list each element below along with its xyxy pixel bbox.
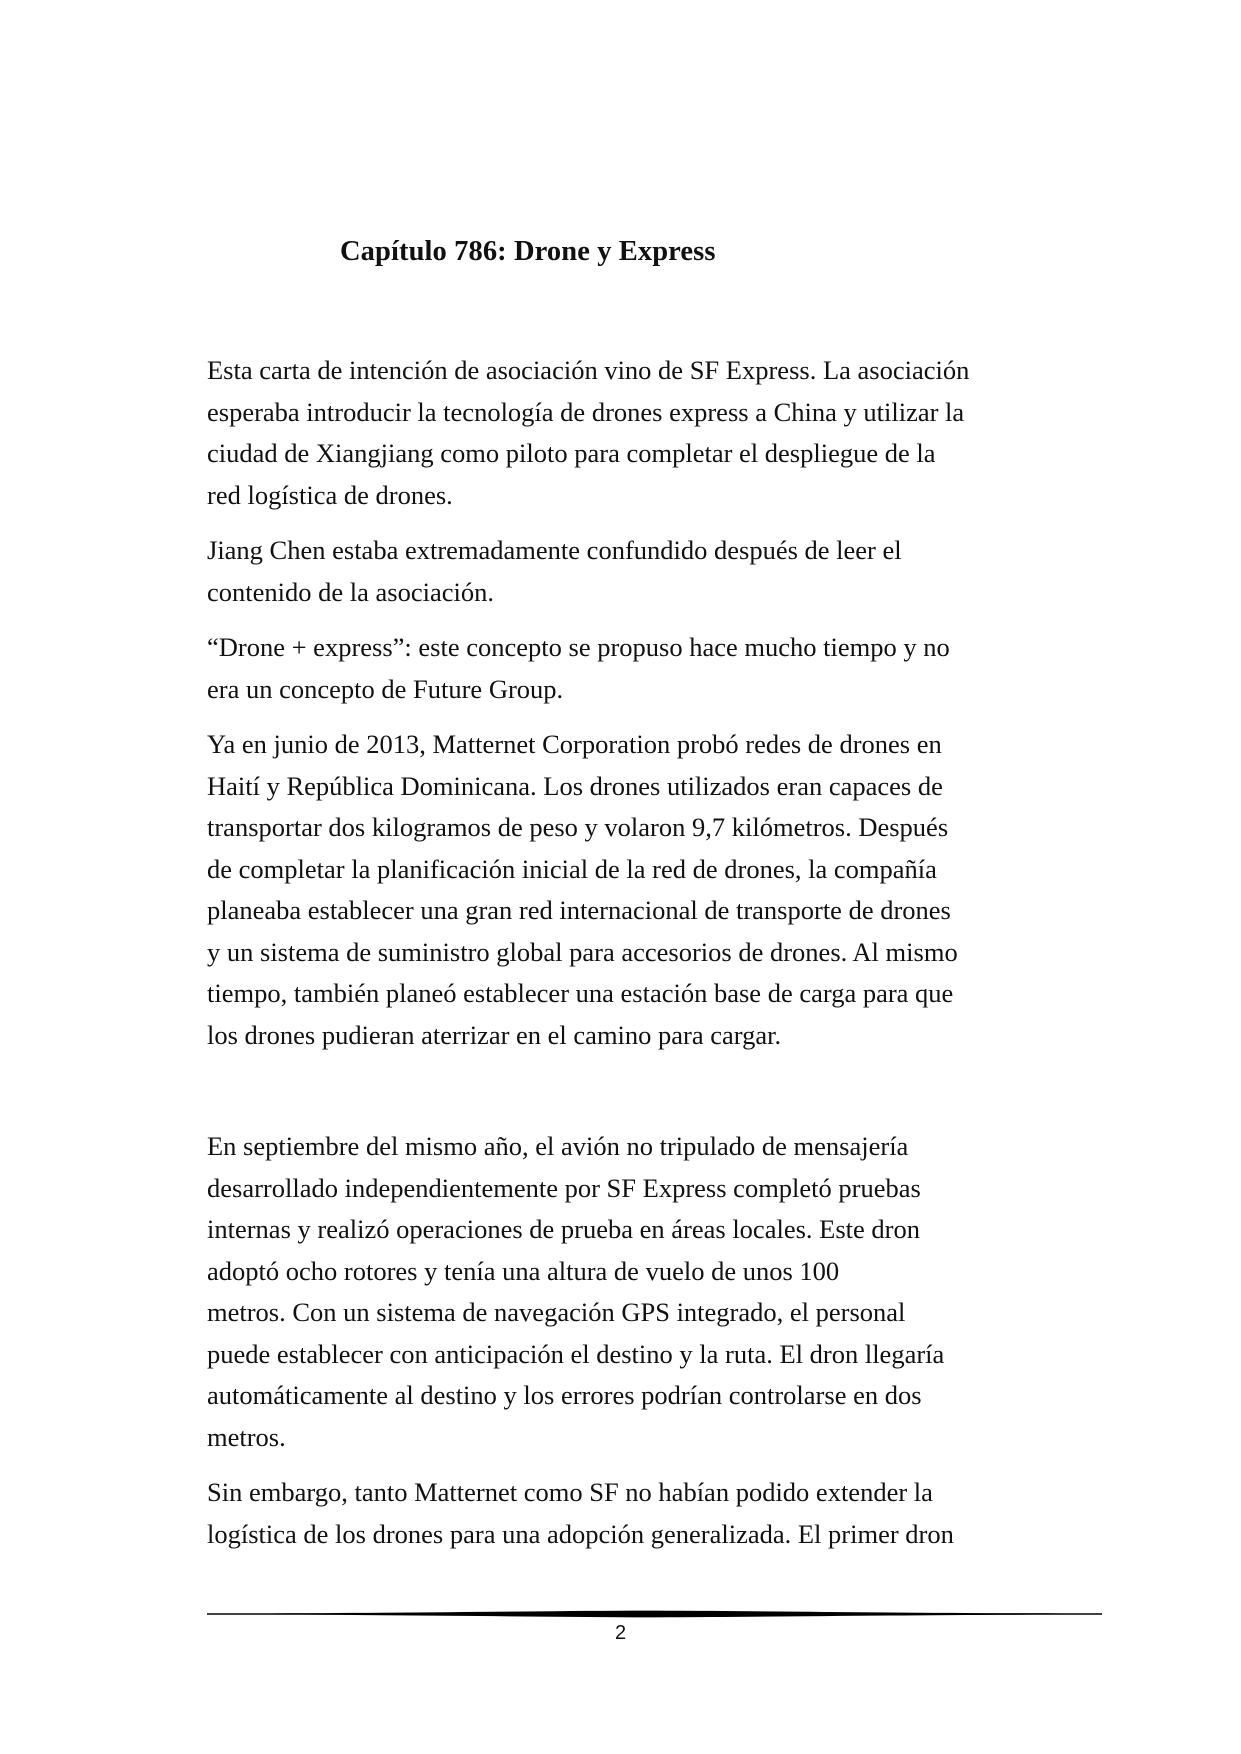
- paragraph-line: metros. Con un sistema de navegación GPS integrado, el personal: [207, 1297, 906, 1327]
- paragraph: [207, 350, 1087, 516]
- paragraph: [207, 1472, 1087, 1555]
- paragraph-line: desarrollado independientemente por SF Express completó pruebas: [207, 1172, 921, 1203]
- paragraph-line: Haití y República Dominicana. Los drones utilizados eran capaces de: [207, 770, 943, 801]
- paragraph-line: transportar dos kilogramos de peso y volaron 9,7 kilómetros. Después: [207, 812, 949, 842]
- paragraph-line: y un sistema de suministro global para accesorios de drones. Al mismo: [207, 936, 958, 967]
- paragraph-line: ciudad de Xiangjiang como piloto para completar el despliegue de la: [207, 438, 936, 468]
- paragraph-line: Ya en junio de 2013, Matternet Corporation probó redes de drones en: [207, 729, 942, 759]
- paragraph: [207, 1126, 1087, 1458]
- paragraph-line: Jiang Chen estaba extremadamente confundido después de leer el: [207, 535, 902, 565]
- paragraph-line: tiempo, también planeó establecer una estación base de carga para que: [207, 978, 954, 1008]
- paragraph-line: Sin embargo, tanto Matternet como SF no habían podido extender la: [207, 1477, 933, 1507]
- paragraph-line: contenido de la asociación.: [207, 576, 494, 607]
- paragraph-spacer: [207, 1070, 1087, 1126]
- paragraph-line: los drones pudieran aterrizar en el camino para cargar.: [207, 1019, 782, 1050]
- paragraph-line: logística de los drones para una adopción generalizada. El primer dron: [207, 1518, 954, 1549]
- paragraph: [207, 627, 1087, 710]
- chapter-title: Capítulo 786: Drone y Express: [340, 236, 716, 267]
- paragraph-line: planeaba establecer una gran red internacional de transporte de drones: [207, 895, 951, 925]
- paragraph-line: esperaba introducir la tecnología de drones express a China y utilizar la: [207, 396, 965, 427]
- paragraph: [207, 530, 1087, 613]
- paragraph-line: automáticamente al destino y los errores podrían controlarse en dos: [207, 1380, 922, 1410]
- paragraph-line: “Drone + express”: este concepto se propuso hace mucho tiempo y no: [207, 632, 950, 662]
- body-text: [207, 350, 1087, 1569]
- paragraph: [207, 724, 1087, 1056]
- page-number: 2: [614, 1622, 627, 1644]
- paragraph-line: era un concepto de Future Group.: [207, 673, 564, 704]
- paragraph-line: red logística de drones.: [207, 479, 453, 510]
- paragraph-line: de completar la planificación inicial de la red de drones, la compañía: [207, 853, 937, 884]
- paragraph-line: En septiembre del mismo año, el avión no tripulado de mensajería: [207, 1131, 909, 1161]
- paragraph-line: Esta carta de intención de asociación vino de SF Express. La asociación: [207, 355, 970, 385]
- footer-divider: [207, 1608, 1102, 1620]
- paragraph-line: puede establecer con anticipación el destino y la ruta. El dron llegaría: [207, 1338, 945, 1369]
- paragraph-line: metros.: [207, 1421, 286, 1452]
- paragraph-line: internas y realizó operaciones de prueba en áreas locales. Este dron: [207, 1214, 920, 1244]
- paragraph-line: adoptó ocho rotores y tenía una altura de vuelo de unos 100: [207, 1255, 840, 1286]
